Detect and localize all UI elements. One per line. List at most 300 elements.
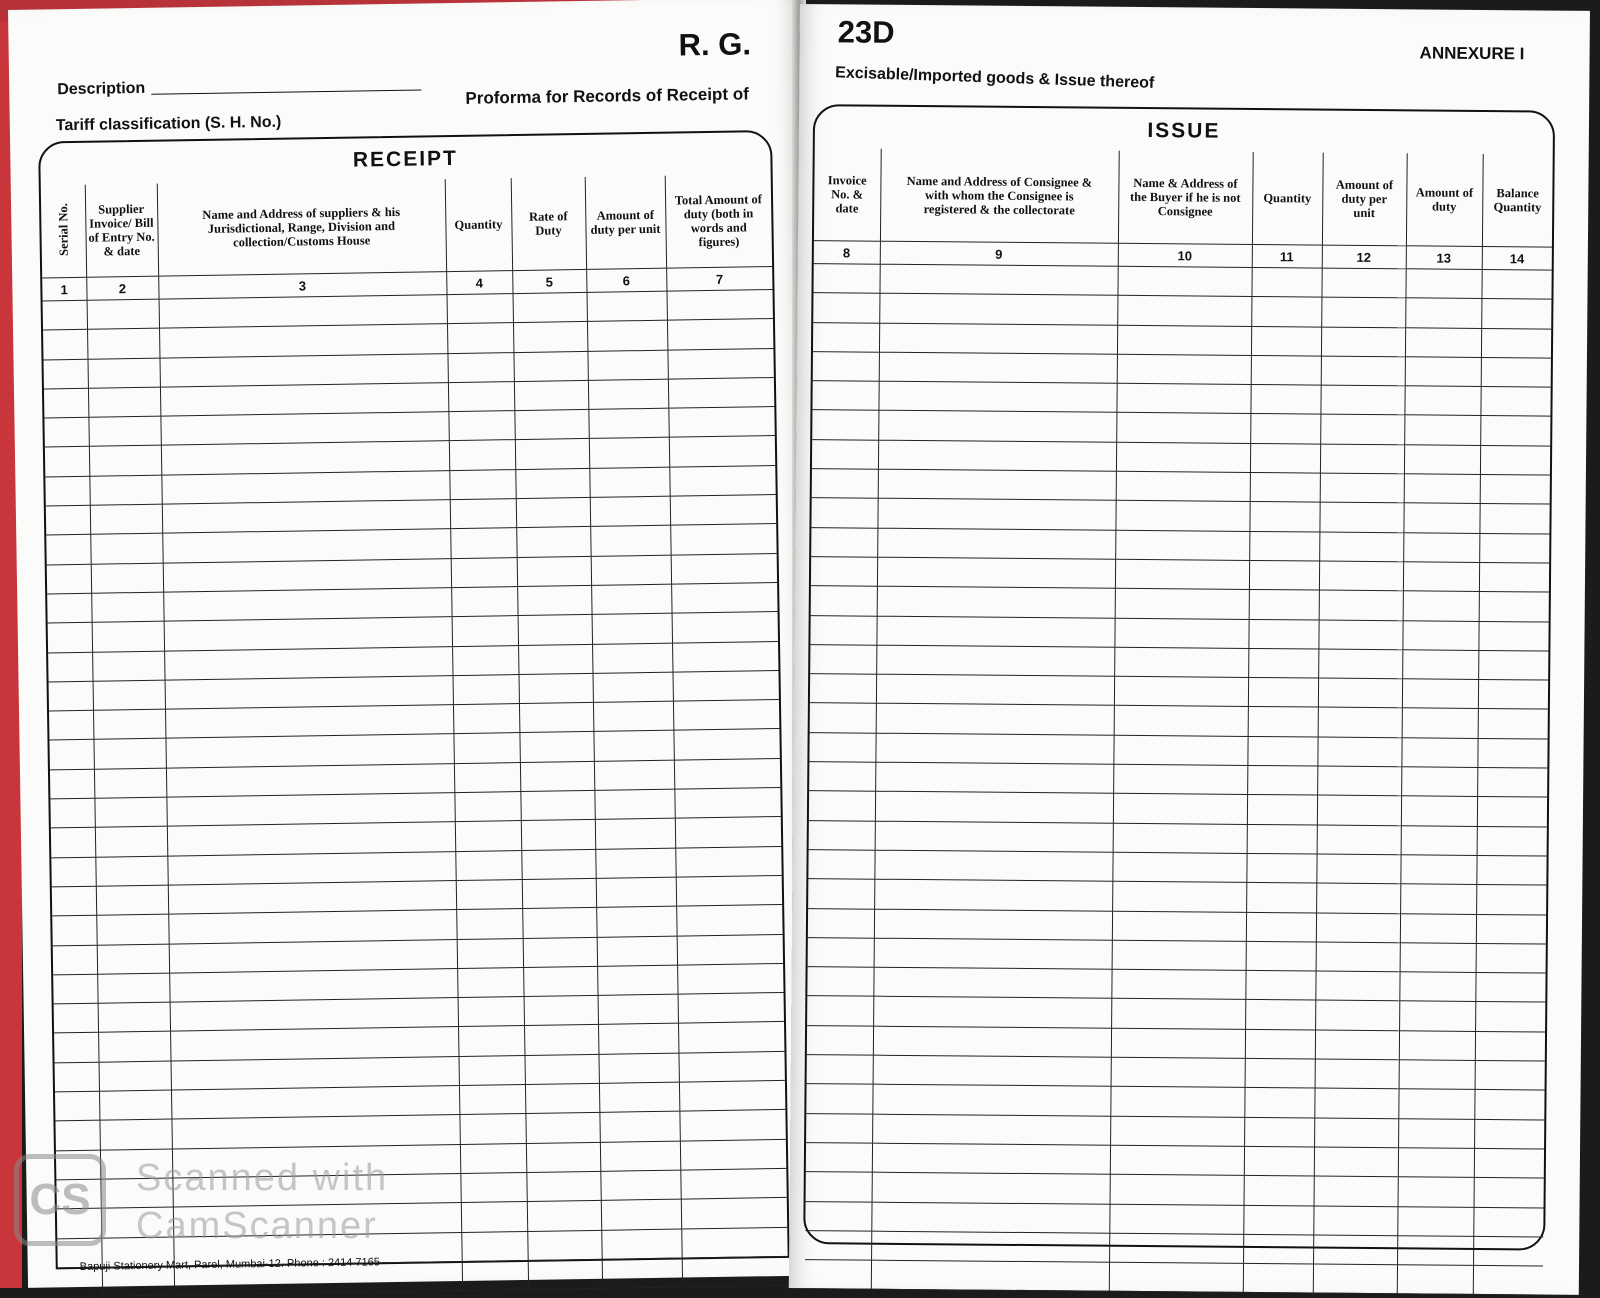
ledger-cell [673, 729, 779, 760]
receipt-table-box [38, 130, 790, 1269]
ledger-cell [49, 740, 93, 770]
ledger-cell [666, 290, 772, 321]
ledger-cell [1405, 327, 1481, 357]
ledger-cell [672, 641, 778, 672]
ledger-cell [46, 535, 90, 565]
ledger-cell [46, 505, 90, 535]
ledger-cell [96, 885, 168, 915]
ledger-cell [808, 937, 874, 967]
ledger-cell [48, 623, 92, 653]
ledger-cell [1110, 1174, 1244, 1204]
ledger-cell [525, 1113, 599, 1143]
ledger-cell [1400, 855, 1476, 885]
ledger-cell [806, 1113, 872, 1143]
issue-header-row [814, 148, 1553, 247]
ledger-cell [874, 879, 1112, 910]
ledger-cell [595, 848, 675, 879]
ledger-cell [1397, 1206, 1473, 1236]
ledger-cell [877, 586, 1115, 617]
ledger-cell [1317, 766, 1401, 796]
ledger-cell [871, 1202, 1109, 1233]
ledger-cell [1403, 532, 1479, 562]
ledger-cell [92, 651, 164, 681]
ledger-cell [515, 439, 589, 469]
ledger-cell [452, 645, 518, 675]
ledger-cell [1399, 1060, 1475, 1090]
ledger-cell [458, 1055, 524, 1085]
ledger-cell [878, 411, 1116, 442]
ledger-cell [163, 558, 451, 592]
ledger-cell [521, 849, 595, 879]
ledger-cell [1246, 912, 1316, 942]
ledger-cell [593, 731, 673, 762]
ledger-cell [1246, 853, 1316, 883]
ledger-cell [524, 995, 598, 1025]
ledger-cell [806, 1143, 872, 1173]
ledger-cell [677, 963, 783, 994]
ledger-cell [49, 681, 93, 711]
ledger-cell [88, 387, 160, 417]
form-code-left: R. G. [678, 26, 752, 63]
ledger-cell [1398, 1118, 1474, 1148]
ledger-cell [1243, 1205, 1313, 1235]
ledger-cell [813, 322, 879, 352]
ledger-cell [1250, 473, 1320, 503]
ledger-cell [1403, 562, 1479, 592]
ledger-cell [90, 534, 162, 564]
printer-footer: Bapuji Stationery Mart, Parel, Mumbai-12. Phone : 2414 7165 [79, 1256, 381, 1274]
ledger-cell [518, 673, 592, 703]
ledger-cell [875, 821, 1113, 852]
ledger-cell [879, 294, 1117, 325]
ledger-cell [1249, 590, 1319, 620]
ledger-cell [95, 826, 167, 856]
ledger-cell [872, 1114, 1110, 1145]
ledger-cell [1476, 855, 1546, 885]
ledger-cell [813, 293, 879, 323]
ledger-cell [676, 905, 782, 936]
ledger-cell [1404, 474, 1480, 504]
ledger-cell [591, 555, 671, 586]
ledger-cell [1247, 736, 1317, 766]
ledger-cell [1117, 266, 1251, 296]
ledger-cell [162, 500, 450, 534]
ledger-cell [808, 850, 874, 880]
ledger-cell [447, 352, 513, 382]
ledger-cell [810, 644, 876, 674]
ledger-cell [810, 615, 876, 645]
ledger-cell [164, 617, 452, 651]
ledger-cell [1247, 795, 1317, 825]
ledger-cell [673, 700, 779, 731]
ledger-cell [1474, 1119, 1544, 1149]
col-duty-per-unit: Amount of duty per unit [1322, 153, 1407, 246]
ledger-cell [807, 1025, 873, 1055]
ledger-cell [872, 1172, 1110, 1203]
ledger-cell [1477, 826, 1547, 856]
col-number: 6 [586, 268, 666, 292]
ledger-cell [1401, 796, 1477, 826]
col-number: 12 [1322, 245, 1406, 269]
ledger-cell [451, 587, 517, 617]
ledger-cell [598, 994, 678, 1025]
ledger-cell [52, 886, 96, 916]
ledger-cell [47, 564, 91, 594]
ledger-cell [1112, 881, 1246, 911]
ledger-cell [592, 643, 672, 674]
ledger-cell [678, 993, 784, 1024]
ledger-cell [170, 1027, 458, 1061]
ledger-cell [1110, 1145, 1244, 1175]
ledger-cell [672, 612, 778, 643]
ledger-cell [1113, 764, 1247, 794]
issue-table [805, 148, 1553, 1296]
ledger-cell [878, 440, 1116, 471]
ledger-cell [589, 467, 669, 498]
ledger-cell [1405, 357, 1481, 387]
ledger-cell [1251, 326, 1321, 356]
ledger-cell [87, 299, 159, 329]
ledger-cell [514, 380, 588, 410]
ledger-cell [1316, 854, 1400, 884]
ledger-cell [528, 1259, 602, 1289]
ledger-cell [668, 377, 774, 408]
ledger-cell [159, 295, 447, 329]
ledger-cell [457, 938, 523, 968]
ledger-cell [167, 851, 455, 885]
ledger-cell [527, 1201, 601, 1231]
ledger-cell [91, 592, 163, 622]
ledger-cell [451, 557, 517, 587]
ledger-cell [1244, 1146, 1314, 1176]
ledger-cell [88, 416, 160, 446]
watermark-line1: Scanned with [136, 1157, 389, 1199]
ledger-cell [807, 996, 873, 1026]
ledger-cell [1115, 530, 1249, 560]
ledger-cell [1110, 1087, 1244, 1117]
ledger-cell [165, 734, 453, 768]
ledger-cell [805, 1230, 871, 1260]
ledger-cell [97, 973, 169, 1003]
ledger-cell [1251, 267, 1321, 297]
col-number: 11 [1252, 244, 1322, 268]
col-number: 1 [42, 277, 86, 301]
ledger-cell [1316, 913, 1400, 943]
ledger-cell [51, 857, 95, 887]
ledger-cell [671, 582, 777, 613]
ledger-cell [1477, 767, 1547, 797]
ledger-cell [1318, 649, 1402, 679]
ledger-cell [677, 934, 783, 965]
ledger-cell [448, 411, 514, 441]
ledger-cell [670, 524, 776, 555]
ledger-cell [1474, 1090, 1544, 1120]
ledger-cell [1400, 884, 1476, 914]
ledger-cell [1321, 356, 1405, 386]
issue-title: ISSUE [1147, 119, 1221, 143]
ledger-cell [588, 379, 668, 410]
ledger-cell [1112, 911, 1246, 941]
ledger-cell [450, 528, 516, 558]
ledger-cell [1401, 767, 1477, 797]
ledger-cell [1115, 501, 1249, 531]
ledger-cell [873, 1026, 1111, 1057]
ledger-cell [44, 417, 88, 447]
ledger-cell [521, 820, 595, 850]
ledger-cell [522, 908, 596, 938]
ledger-cell [879, 264, 1117, 295]
ledger-cell [44, 388, 88, 418]
ledger-cell [43, 300, 87, 330]
ledger-cell [45, 476, 89, 506]
ledger-cell [1320, 473, 1404, 503]
ledger-cell [1117, 354, 1251, 384]
ledger-cell [807, 967, 873, 997]
ledger-cell [1250, 443, 1320, 473]
ledger-cell [1405, 269, 1481, 299]
ledger-cell [1320, 444, 1404, 474]
ledger-cell [159, 353, 447, 387]
ledger-cell [808, 908, 874, 938]
ledger-cell [1114, 647, 1248, 677]
ledger-cell [161, 470, 449, 504]
ledger-cell [872, 1084, 1110, 1115]
camscanner-watermark [14, 1154, 404, 1254]
ledger-cell [1481, 328, 1551, 358]
ledger-cell [590, 526, 670, 557]
ledger-cell [809, 762, 875, 792]
ledger-cell [598, 1053, 678, 1084]
ledger-cell [871, 1260, 1109, 1291]
col-buyer-name-address: Name & Address of the Buyer if he is not Consignee [1118, 151, 1253, 245]
ledger-cell [806, 1084, 872, 1114]
ledger-cell [1398, 1148, 1474, 1178]
col-duty-per-unit: Amount of duty per unit [585, 176, 666, 270]
col-number: 10 [1118, 243, 1252, 267]
ledger-cell [93, 739, 165, 769]
ledger-cell [1480, 445, 1550, 475]
ledger-cell [669, 436, 775, 467]
ledger-cell [1245, 1058, 1315, 1088]
ledger-cell [166, 793, 454, 827]
ledger-cell [1317, 795, 1401, 825]
ledger-cell [1110, 1116, 1244, 1146]
ledger-cell [680, 1139, 786, 1170]
ledger-cell [1474, 1178, 1544, 1208]
ledger-cell [516, 498, 590, 528]
ledger-cell [456, 909, 522, 939]
ledger-cell [1402, 679, 1478, 709]
ledger-cell [159, 324, 447, 358]
ledger-cell [163, 588, 451, 622]
ledger-cell [875, 762, 1113, 793]
ledger-cell [1479, 562, 1549, 592]
ledger-cell [523, 937, 597, 967]
ledger-cell [1479, 533, 1549, 563]
ledger-cell [587, 350, 667, 381]
ledger-cell [517, 585, 591, 615]
ledger-cell [592, 672, 672, 703]
ledger-cell [805, 1260, 871, 1290]
ledger-cell [875, 792, 1113, 823]
ledger-cell [1115, 589, 1249, 619]
col-serial-no: Serial No. [41, 185, 86, 278]
ledger-cell [872, 1143, 1110, 1174]
ledger-cell [1245, 971, 1315, 1001]
ledger-cell [1319, 532, 1403, 562]
ledger-cell [1109, 1262, 1243, 1292]
ledger-cell [1321, 327, 1405, 357]
ledger-cell [594, 789, 674, 820]
ledger-cell [1476, 943, 1546, 973]
col-rate-of-duty: Rate of Duty [511, 177, 586, 271]
ledger-cell [164, 646, 452, 680]
ledger-cell [812, 410, 878, 440]
ledger-cell [873, 997, 1111, 1028]
ledger-cell [807, 1055, 873, 1085]
ledger-cell [597, 965, 677, 996]
col-number: 3 [158, 272, 446, 300]
ledger-cell [876, 645, 1114, 676]
ledger-cell [1246, 883, 1316, 913]
ledger-cell [1319, 561, 1403, 591]
ledger-cell [527, 1230, 601, 1260]
ledger-cell [1315, 1030, 1399, 1060]
ledger-cell [165, 675, 453, 709]
ledger-cell [809, 791, 875, 821]
ledger-cell [169, 939, 457, 973]
ledger-cell [1116, 413, 1250, 443]
ledger-cell [460, 1172, 526, 1202]
ledger-cell [810, 674, 876, 704]
ledger-cell [812, 469, 878, 499]
ledger-cell [1318, 707, 1402, 737]
ledger-cell [454, 762, 520, 792]
ledger-cell [514, 410, 588, 440]
col-quantity: Quantity [445, 178, 512, 272]
ledger-cell [1251, 355, 1321, 385]
ledger-cell [811, 498, 877, 528]
ledger-cell [519, 732, 593, 762]
col-number: 7 [666, 267, 772, 292]
ledger-cell [526, 1171, 600, 1201]
ledger-cell [1111, 999, 1245, 1029]
col-balance-quantity: Balance Quantity [1482, 154, 1553, 247]
ledger-cell [457, 967, 523, 997]
ledger-cell [54, 1033, 98, 1063]
ledger-cell [456, 879, 522, 909]
ledger-cell [596, 877, 676, 908]
ledger-cell [93, 680, 165, 710]
ledger-cell [1403, 503, 1479, 533]
col-number: 14 [1482, 246, 1552, 270]
ledger-cell [92, 621, 164, 651]
ledger-cell [597, 936, 677, 967]
ledger-cell [458, 1026, 524, 1056]
ledger-cell [879, 323, 1117, 354]
ledger-cell [808, 879, 874, 909]
ledger-cell [1401, 825, 1477, 855]
ledger-cell [43, 359, 87, 389]
ledger-cell [876, 616, 1114, 647]
ledger-cell [99, 1090, 171, 1120]
ledger-cell [522, 878, 596, 908]
receipt-title: RECEIPT [352, 146, 459, 172]
ledger-cell [1247, 824, 1317, 854]
ledger-cell [669, 465, 775, 496]
ledger-cell [1117, 325, 1251, 355]
ledger-cell [1481, 357, 1551, 387]
ledger-cell [91, 563, 163, 593]
ledger-cell [668, 407, 774, 438]
ledger-cell [1113, 823, 1247, 853]
ledger-cell [98, 1032, 170, 1062]
ledger-cell [168, 881, 456, 915]
ledger-cell [813, 352, 879, 382]
ledger-cell [449, 469, 515, 499]
ledger-cell [53, 974, 97, 1004]
ledger-cell [1113, 794, 1247, 824]
subtitle-text: Excisable/Imported goods & Issue thereof [834, 64, 1155, 92]
ledger-cell [1476, 885, 1546, 915]
ledger-cell [602, 1258, 682, 1289]
ledger-cell [171, 1056, 459, 1090]
ledger-cell [1313, 1206, 1397, 1236]
ledger-cell [1313, 1264, 1397, 1294]
ledger-cell [1115, 559, 1249, 589]
ledger-cell [810, 703, 876, 733]
ledger-cell [1109, 1233, 1243, 1263]
ledger-cell [1405, 298, 1481, 328]
ledger-cell [877, 499, 1115, 530]
ledger-cell [459, 1114, 525, 1144]
ledger-cell [806, 1172, 872, 1202]
ledger-cell [447, 294, 513, 324]
ledger-cell [667, 319, 773, 350]
ledger-cell [160, 412, 448, 446]
ledger-cell [675, 817, 781, 848]
ledger-cell [87, 328, 159, 358]
ledger-cell [1317, 737, 1401, 767]
receipt-header-row [41, 174, 772, 278]
ledger-cell [600, 1170, 680, 1201]
ledger-cell [166, 763, 454, 797]
ledger-cell [516, 527, 590, 557]
ledger-cell [1404, 386, 1480, 416]
ledger-cell [96, 914, 168, 944]
ledger-cell [1477, 738, 1547, 768]
ledger-cell [1245, 1000, 1315, 1030]
ledger-cell [667, 348, 773, 379]
ledger-cell [1321, 268, 1405, 298]
ledger-cell [94, 797, 166, 827]
ledger-cell [1314, 1088, 1398, 1118]
ledger-cell [1317, 825, 1401, 855]
ledger-cell [599, 1111, 679, 1142]
ledger-cell [526, 1142, 600, 1172]
ledger-cell [1114, 676, 1248, 706]
ledger-cell [1247, 765, 1317, 795]
ledger-cell [1248, 648, 1318, 678]
left-page [8, 0, 816, 1288]
ledger-cell [51, 828, 95, 858]
ledger-cell [670, 495, 776, 526]
ledger-cell [1244, 1117, 1314, 1147]
ledger-cell [877, 528, 1115, 559]
ledger-cell [462, 1260, 528, 1290]
ledger-cell [1403, 591, 1479, 621]
ledger-cell [1248, 678, 1318, 708]
